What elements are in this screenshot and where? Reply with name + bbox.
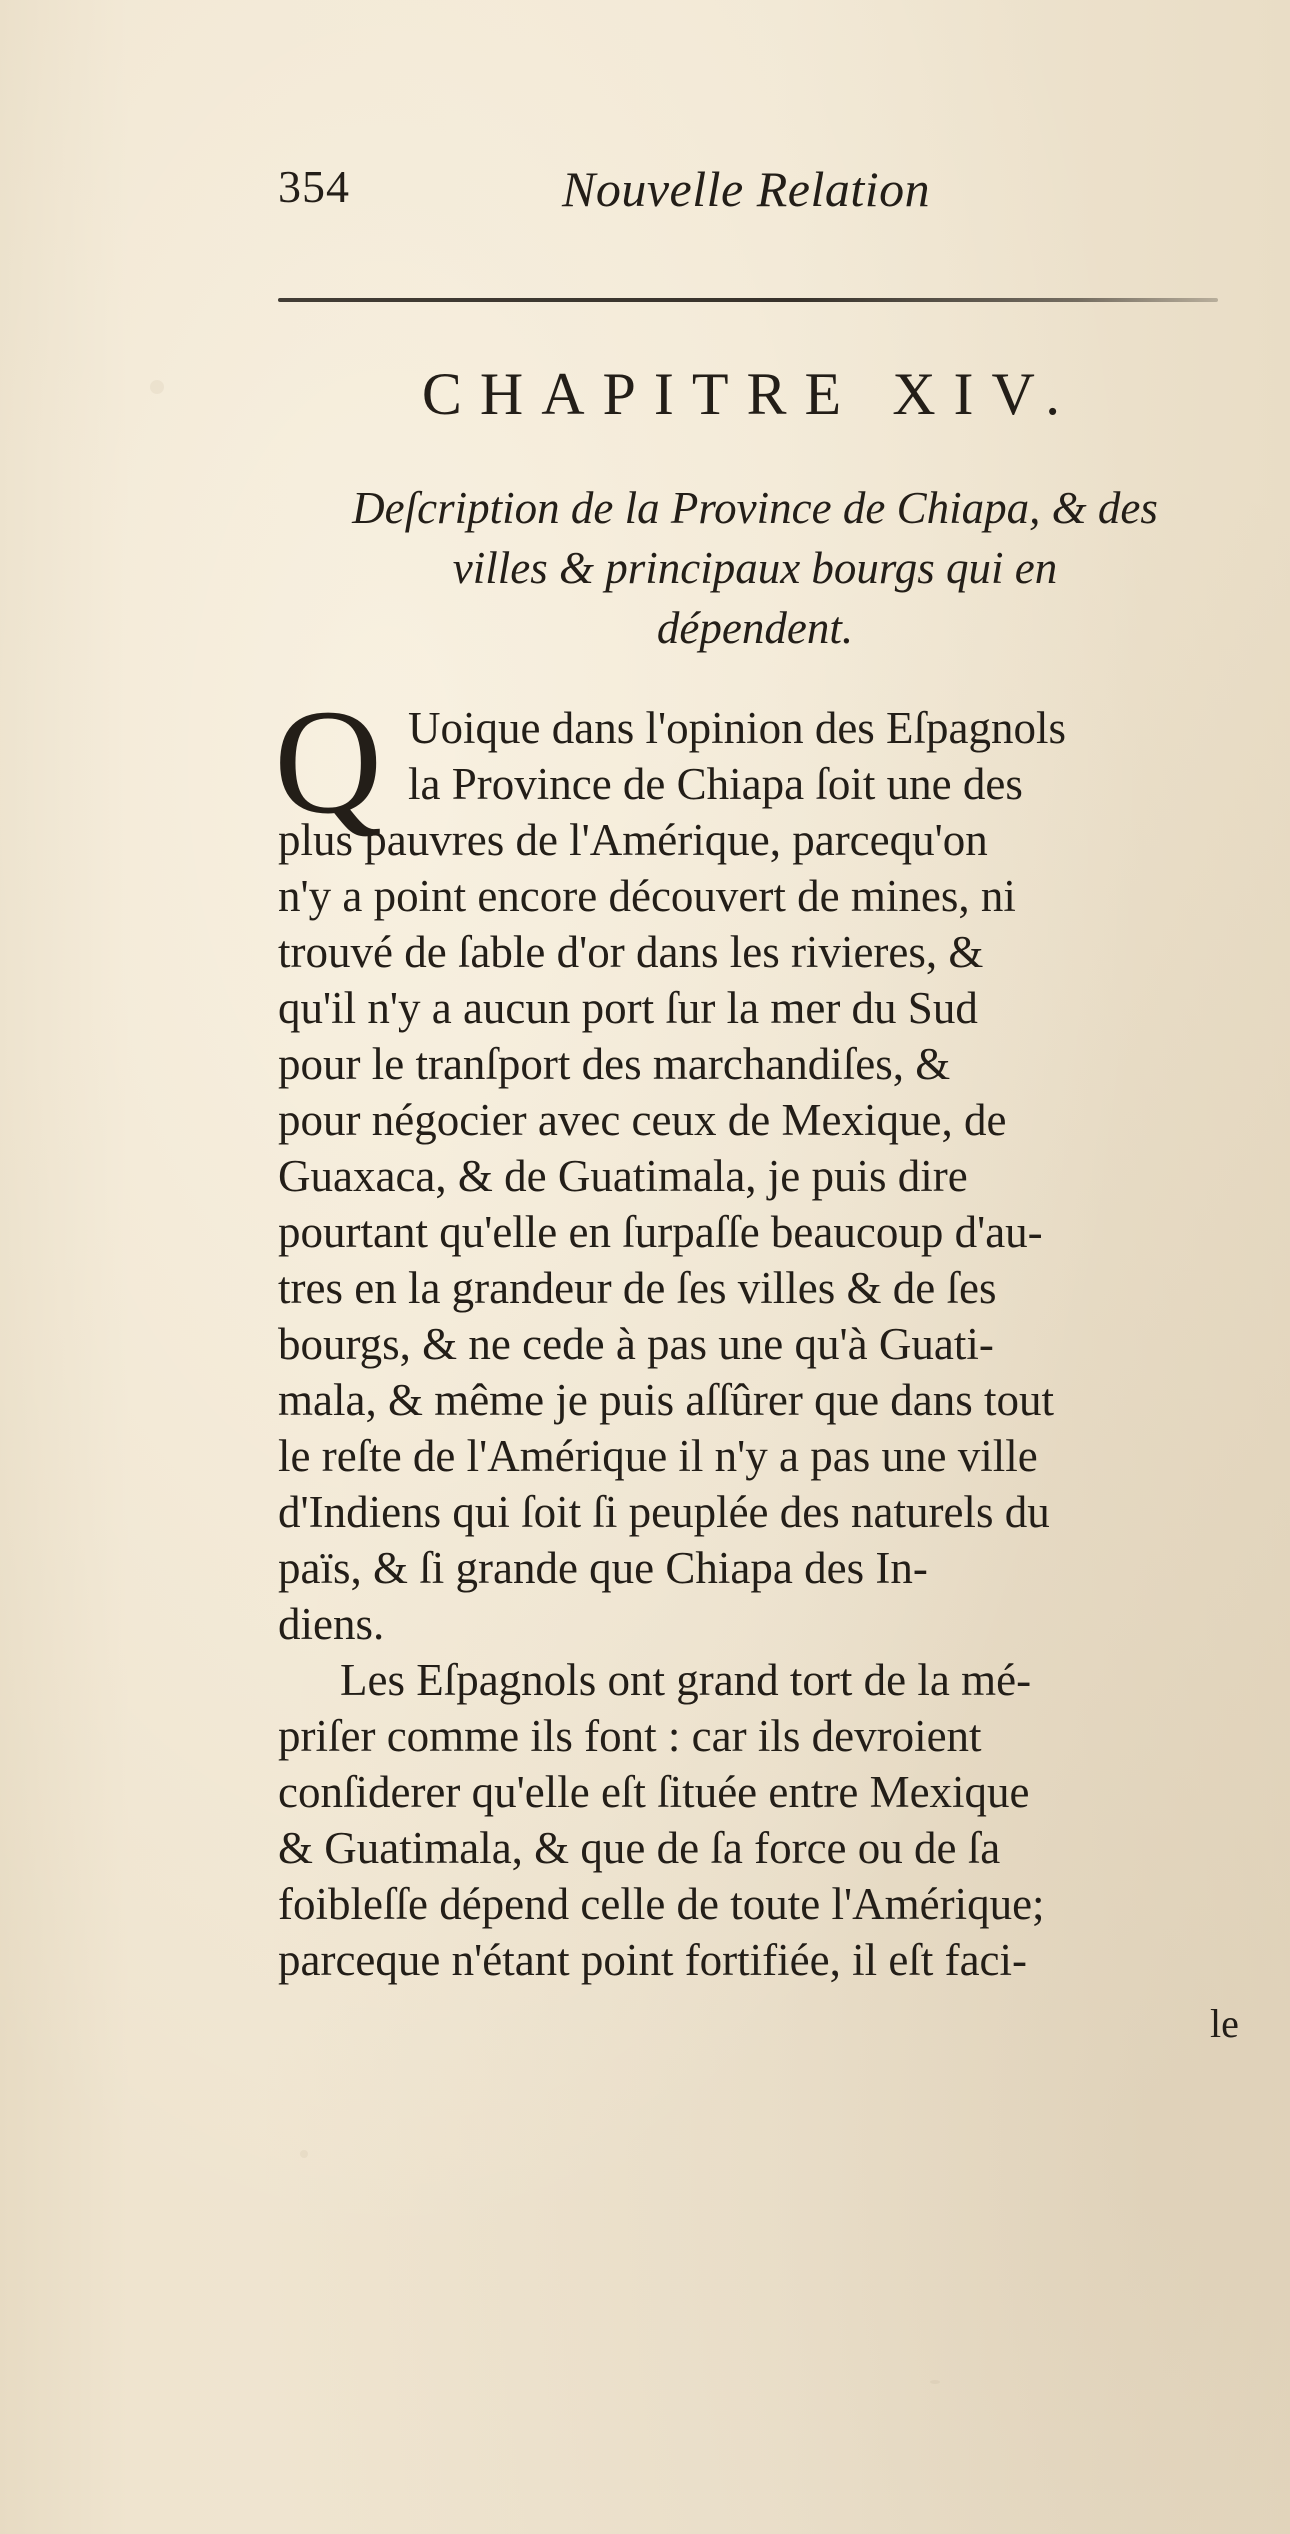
text-line: plus pauvres de l'Amérique, parcequ'on — [278, 815, 988, 865]
running-title: Nouvelle Relation — [562, 161, 931, 217]
text-line: Les Eſpagnols ont grand tort de la mé- — [340, 1655, 1032, 1705]
text-line: & Guatimala, & que de ſa force ou de ſa — [278, 1823, 1001, 1873]
text-line: la Province de Chiapa ſoit une des — [408, 759, 1023, 809]
catchword: le — [1210, 2001, 1239, 2046]
subtitle-line: villes & principaux bourgs qui en — [452, 543, 1058, 593]
paper-stain — [150, 380, 164, 394]
chapter-heading: CHAPITRE XIV. — [421, 361, 1079, 427]
text-line: païs, & ſi grande que Chiapa des In- — [278, 1543, 928, 1593]
text-line: conſiderer qu'elle eſt ſituée entre Mexique — [278, 1767, 1030, 1817]
text-line: n'y a point encore découvert de mines, ni — [278, 871, 1016, 921]
text-line: Guaxaca, & de Guatimala, je puis dire — [278, 1151, 968, 1201]
drop-cap: Q — [274, 679, 383, 845]
text-line: pour négocier avec ceux de Mexique, de — [278, 1095, 1007, 1145]
subtitle-line: dépendent. — [656, 603, 854, 653]
text-line: priſer comme ils font : car ils devroient — [278, 1711, 982, 1761]
subtitle-line: Deſcription de la Province de Chiapa, & des — [352, 483, 1158, 533]
text-line: trouvé de ſable d'or dans les rivieres, & — [278, 927, 984, 977]
text-line: bourgs, & ne cede à pas une qu'à Guati- — [278, 1319, 994, 1369]
text-line: parceque n'étant point fortifiée, il eſt faci- — [278, 1935, 1028, 1985]
header-rule — [278, 298, 1218, 302]
chapter-subtitle — [270, 478, 1240, 658]
text-line: pourtant qu'elle en ſurpaſſe beaucoup d'au- — [278, 1207, 1043, 1257]
text-line: foibleſſe dépend celle de toute l'Amérique; — [278, 1879, 1045, 1929]
paper-stain — [300, 2150, 308, 2158]
text-line: d'Indiens qui ſoit ſi peuplée des naturels du — [278, 1487, 1050, 1537]
text-line: Uoique dans l'opinion des Eſpagnols — [408, 703, 1067, 753]
body-text — [274, 679, 1238, 1988]
paper-stain — [930, 2380, 940, 2384]
page-number: 354 — [278, 161, 350, 212]
text-line: qu'il n'y a aucun port ſur la mer du Sud — [278, 983, 978, 1033]
text-line: mala, & même je puis aſſûrer que dans tout — [278, 1375, 1055, 1425]
text-line: diens. — [278, 1599, 385, 1649]
running-head — [272, 160, 1232, 230]
text-line: pour le tranſport des marchandiſes, & — [278, 1039, 951, 1089]
text-line: le reſte de l'Amérique il n'y a pas une ville — [278, 1431, 1038, 1481]
text-line: tres en la grandeur de ſes villes & de ſes — [278, 1263, 997, 1313]
